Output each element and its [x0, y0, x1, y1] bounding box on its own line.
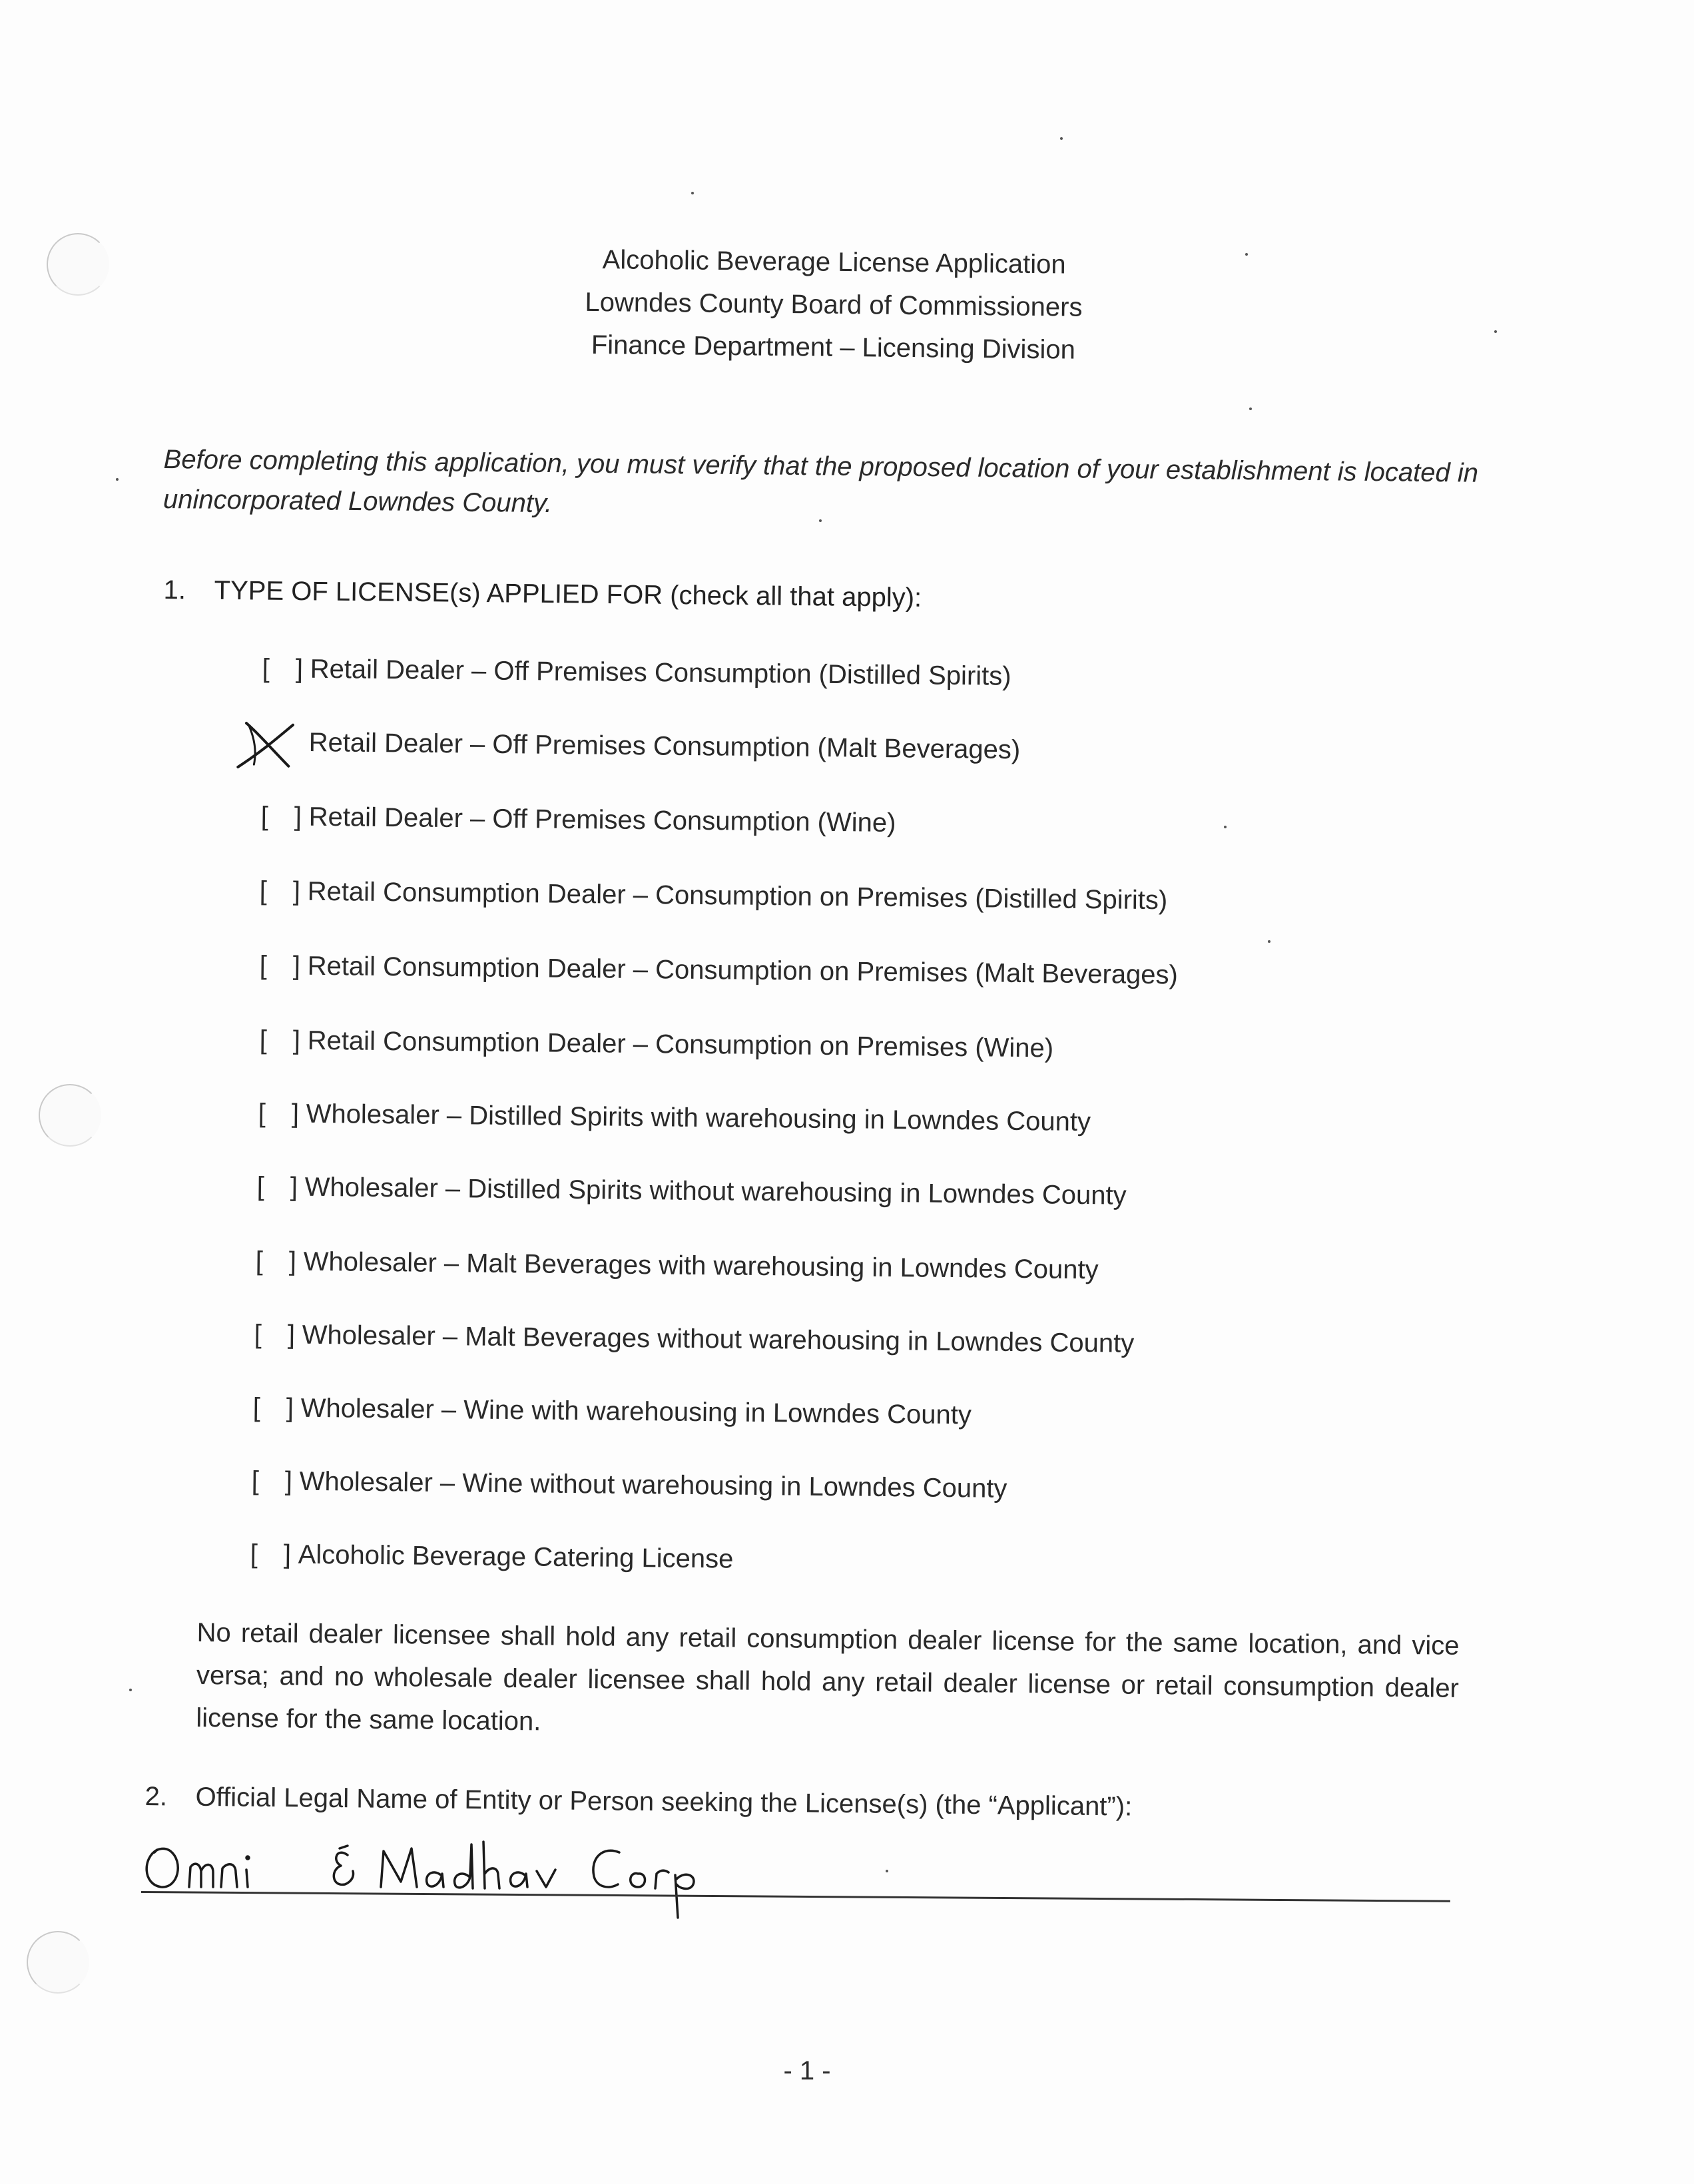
scan-speck: [691, 192, 694, 194]
scan-speck: [116, 478, 119, 481]
form-title: Alcoholic Beverage License Application: [602, 245, 1066, 280]
intro-instruction: Before completing this application, you must verify that the proposed location of your establishment is located in unincorporated Lowndes County.: [162, 444, 1479, 519]
option-label: Wholesaler – Wine without warehousing in Lowndes County: [299, 1466, 1007, 1503]
option-label: Wholesaler – Malt Beverages without warehousing in Lowndes County: [302, 1320, 1135, 1358]
license-option[interactable]: [260, 798, 896, 842]
scan-speck: [1249, 408, 1252, 410]
scan-speck: [886, 1870, 888, 1872]
scan-speck: [1060, 137, 1063, 140]
license-option[interactable]: [252, 1389, 972, 1434]
section-1-heading: [163, 570, 1496, 624]
checkbox[interactable]: [ ]: [256, 1171, 308, 1202]
hole-punch-bottom: [27, 1931, 89, 1994]
handwriting-omni-madhav-corp-icon: [137, 1818, 750, 1938]
checkbox[interactable]: [ ]: [259, 876, 310, 906]
option-label: Retail Dealer – Off Premises Consumption (Malt Beverages): [308, 728, 1021, 765]
checkbox[interactable]: [ ]: [251, 1466, 302, 1496]
option-label: Alcoholic Beverage Catering License: [298, 1539, 734, 1574]
option-label: Wholesaler – Malt Beverages with warehousing in Lowndes County: [303, 1246, 1099, 1285]
section-number: 2.: [144, 1781, 168, 1812]
document-header: [0, 232, 1694, 378]
checkbox[interactable]: [ ]: [259, 950, 310, 981]
scan-speck: [129, 1689, 132, 1691]
option-label: Retail Consumption Dealer – Consumption on Premises (Distilled Spirits): [307, 876, 1168, 916]
checkbox[interactable]: [ ]: [252, 1392, 304, 1423]
license-option[interactable]: [262, 650, 1011, 695]
applicant-name-label: Official Legal Name of Entity or Person seeking the License(s) (the “Applicant”):: [195, 1782, 1133, 1822]
hole-punch-middle: [39, 1084, 101, 1147]
scan-speck: [1224, 826, 1227, 828]
license-option[interactable]: [259, 1021, 1053, 1067]
restriction-note: No retail dealer licensee shall hold any retail consumption dealer license for the same location, and vice versa; and no wholesale dealer licensee shall hold any retail dealer license or retail consumption dealer license for the same location.: [196, 1617, 1460, 1737]
checkbox[interactable]: [ ]: [262, 653, 313, 684]
option-label: Wholesaler – Distilled Spirits without warehousing in Lowndes County: [304, 1172, 1127, 1211]
division-name: Finance Department – Licensing Division: [591, 330, 1076, 365]
option-label: Wholesaler – Distilled Spirits with warehousing in Lowndes County: [306, 1099, 1091, 1137]
section-heading: TYPE OF LICENSE(s) APPLIED FOR (check all that apply):: [214, 575, 922, 613]
handwritten-applicant-name[interactable]: [137, 1818, 750, 1941]
option-label: Wholesaler – Wine with warehousing in Lowndes County: [300, 1393, 972, 1430]
checkbox[interactable]: [ ]: [250, 1539, 301, 1569]
checkbox[interactable]: [ ]: [258, 1098, 309, 1129]
license-option[interactable]: [250, 1535, 733, 1578]
license-option[interactable]: [259, 947, 1178, 993]
handwritten-x-mark-icon: [234, 718, 308, 772]
scan-speck: [1268, 940, 1270, 943]
option-label: Retail Dealer – Off Premises Consumption (Wine): [308, 802, 896, 838]
agency-name: Lowndes County Board of Commissioners: [585, 287, 1083, 322]
license-option[interactable]: [251, 1462, 1007, 1507]
license-option[interactable]: [255, 1242, 1098, 1288]
checkbox-checked[interactable]: [243, 723, 309, 761]
license-option[interactable]: [259, 872, 1167, 919]
checkbox[interactable]: [ ]: [254, 1319, 305, 1350]
license-option[interactable]: [258, 1095, 1091, 1141]
license-option[interactable]: [256, 1168, 1126, 1215]
page-number: - 1 -: [783, 2056, 831, 2085]
section-number: 1.: [163, 575, 186, 605]
license-option[interactable]: [254, 1316, 1134, 1362]
checkbox[interactable]: [ ]: [255, 1246, 306, 1276]
license-option-checked[interactable]: [243, 723, 1020, 768]
option-label: Retail Dealer – Off Premises Consumption (Distilled Spirits): [310, 654, 1011, 691]
checkbox[interactable]: [ ]: [259, 1025, 310, 1055]
option-label: Retail Consumption Dealer – Consumption on Premises (Malt Beverages): [307, 951, 1179, 990]
checkbox[interactable]: [ ]: [260, 801, 312, 832]
option-label: Retail Consumption Dealer – Consumption on Premises (Wine): [307, 1025, 1054, 1063]
